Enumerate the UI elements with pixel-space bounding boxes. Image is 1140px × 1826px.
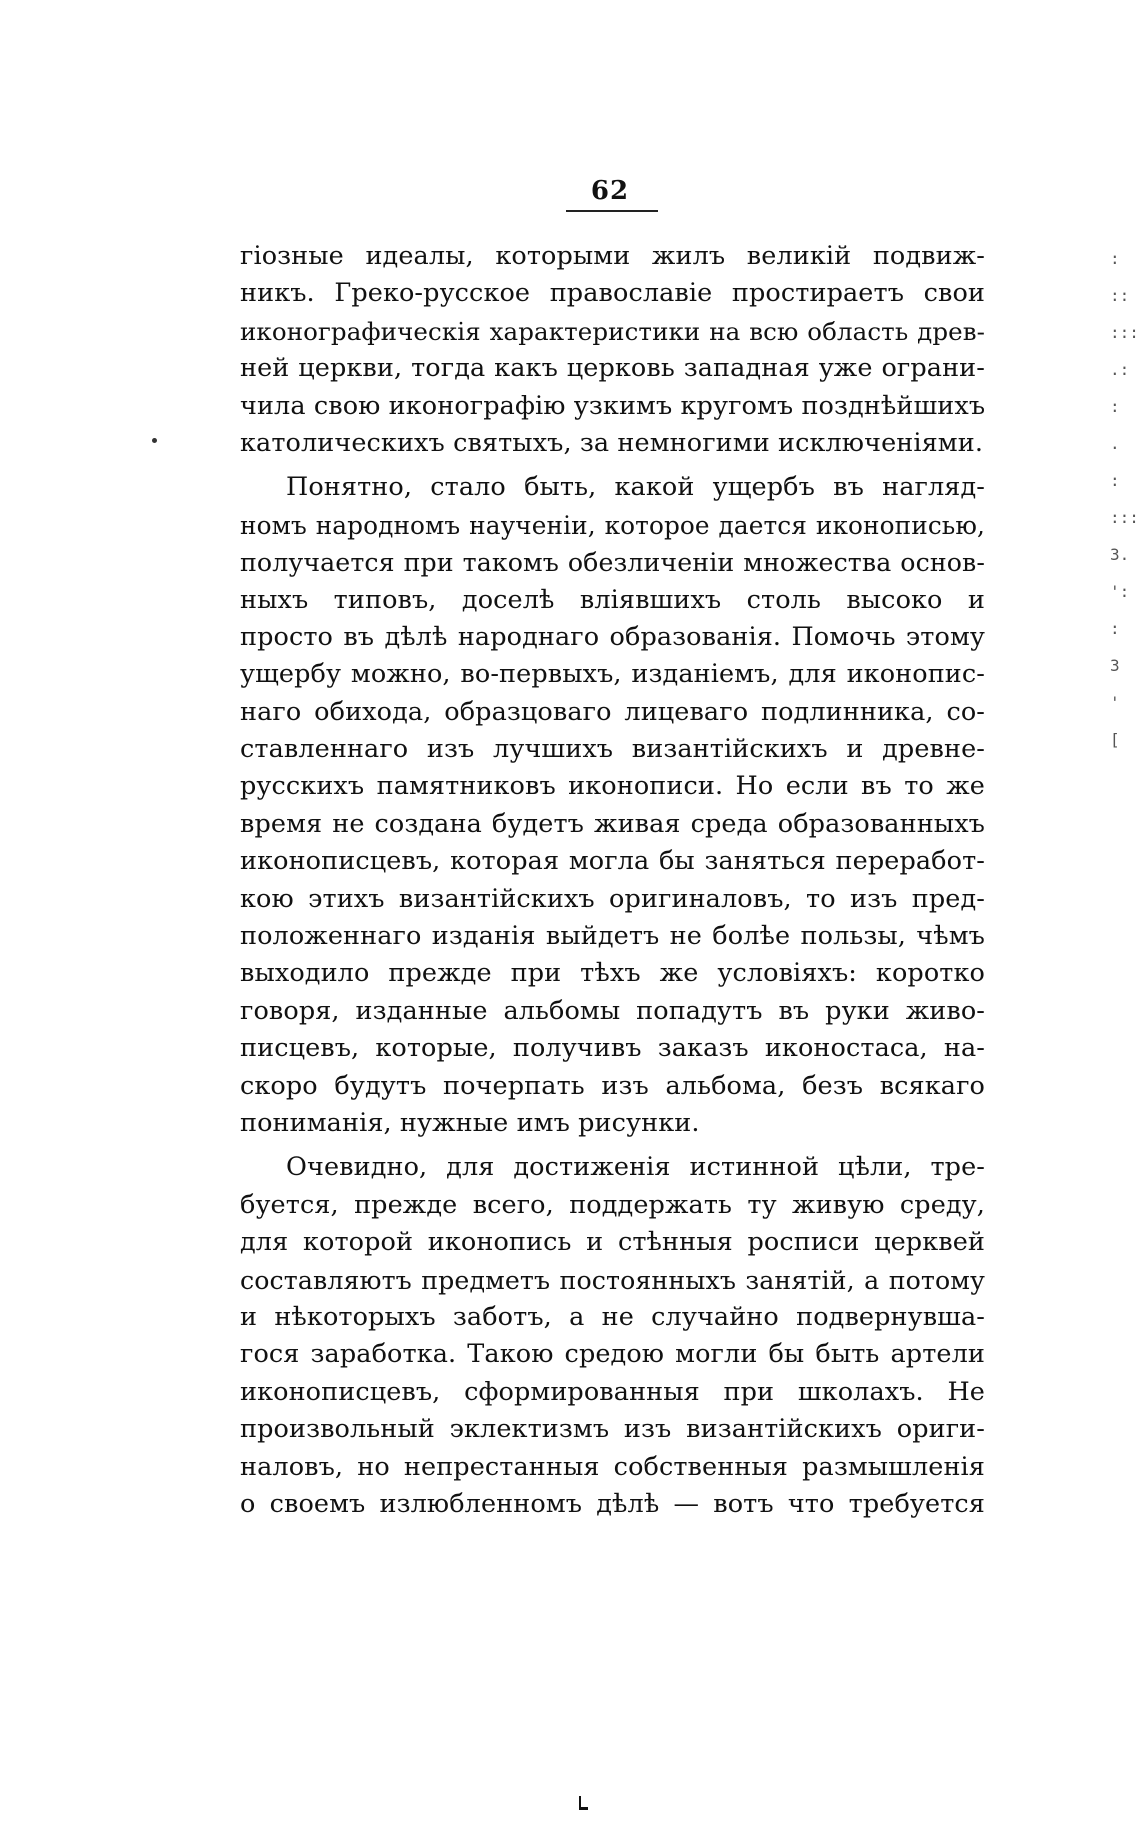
printer-mark-icon bbox=[576, 1795, 590, 1811]
stray-ink-dot bbox=[152, 438, 157, 443]
bleed-mark: ' bbox=[1110, 693, 1120, 712]
text-line: составляютъ предметъ постоянныхъ занятій, а потому bbox=[240, 1265, 985, 1295]
text-line: Понятно, стало быть, какой ущербъ въ нагляд- bbox=[286, 472, 985, 503]
text-line: чила свою иконографію узкимъ кругомъ позднѣйшихъ bbox=[240, 390, 986, 421]
bleed-mark: :: bbox=[1110, 286, 1130, 305]
text-line: говоря, изданные альбомы попадутъ въ руки живо- bbox=[240, 995, 985, 1026]
text-line: католическихъ святыхъ, за немногими исключеніями. bbox=[240, 427, 984, 458]
text-line: писцевъ, которые, получивъ заказъ иконостаса, на- bbox=[240, 1033, 985, 1064]
paragraph-1 bbox=[240, 238, 985, 462]
bleed-mark: 3 bbox=[1110, 656, 1120, 675]
text-line: положеннаго изданія выйдетъ не болѣе пользы, чѣмъ bbox=[240, 921, 985, 952]
page-number-rule bbox=[566, 210, 658, 212]
bleed-mark: : bbox=[1110, 619, 1120, 638]
bleed-mark: : bbox=[1110, 249, 1120, 268]
text-line: иконописцевъ, которая могла бы заняться переработ- bbox=[240, 846, 985, 877]
text-line: ныхъ типовъ, доселѣ вліявшихъ столь высоко и bbox=[240, 584, 985, 615]
text-line: ущербу можно, во-первыхъ, изданіемъ, для иконопис- bbox=[240, 659, 985, 690]
text-line: кою этихъ византійскихъ оригиналовъ, то изъ пред- bbox=[240, 883, 985, 914]
bleed-mark: ': bbox=[1110, 582, 1130, 601]
text-line: пониманія, нужные имъ рисунки. bbox=[240, 1107, 700, 1138]
bleed-mark: . bbox=[1110, 434, 1120, 453]
text-line: о своемъ излюбленномъ дѣлѣ — вотъ что требуется bbox=[240, 1488, 985, 1519]
text-line: никъ. Греко-русское православіе простираетъ свои bbox=[240, 278, 985, 309]
bleed-mark: 3. bbox=[1110, 545, 1130, 564]
text-line: наловъ, но непрестанныя собственныя размышленія bbox=[240, 1451, 985, 1482]
bleed-mark: : bbox=[1110, 471, 1120, 490]
text-line: буется, прежде всего, поддержать ту живую среду, bbox=[240, 1189, 985, 1220]
text-line: иконографическія характеристики на всю область древ- bbox=[240, 316, 985, 346]
bleed-mark: .: bbox=[1110, 360, 1130, 379]
text-line: наго обихода, образцоваго лицеваго подлинника, со- bbox=[240, 696, 985, 727]
text-line: русскихъ памятниковъ иконописи. Но если въ то же bbox=[240, 771, 985, 802]
bleed-mark: ::: bbox=[1110, 508, 1139, 527]
bleed-mark: ::: bbox=[1110, 323, 1139, 342]
text-line: для которой иконопись и стѣнныя росписи церквей bbox=[240, 1227, 985, 1258]
bleed-mark: [ bbox=[1110, 730, 1120, 749]
text-line: время не создана будетъ живая среда образованныхъ bbox=[240, 808, 985, 839]
page-number: 62 bbox=[590, 176, 630, 206]
text-line: просто въ дѣлѣ народнаго образованія. Помочь этому bbox=[240, 621, 985, 652]
text-line: скоро будутъ почерпать изъ альбома, безъ всякаго bbox=[240, 1070, 985, 1101]
text-line: номъ народномъ наученіи, которое дается иконописью, bbox=[240, 510, 985, 540]
text-line: и нѣкоторыхъ заботъ, а не случайно подвернувша- bbox=[240, 1301, 985, 1332]
text-line: ней церкви, тогда какъ церковь западная уже ограни- bbox=[240, 353, 985, 384]
text-line: ставленнаго изъ лучшихъ византійскихъ и древне- bbox=[240, 734, 985, 765]
text-line: Очевидно, для достиженія истинной цѣли, тре- bbox=[286, 1152, 985, 1183]
text-line: получается при такомъ обезличеніи множества основ- bbox=[240, 548, 985, 578]
page-bleed-through bbox=[1110, 240, 1138, 840]
paragraph-2 bbox=[240, 469, 985, 1142]
body-text bbox=[240, 238, 985, 1523]
text-line: произвольный эклектизмъ изъ византійскихъ ориги- bbox=[240, 1414, 985, 1445]
text-line: гіозные идеалы, которыми жилъ великій подвиж- bbox=[240, 241, 985, 271]
paragraph-3 bbox=[240, 1149, 985, 1523]
bleed-mark: : bbox=[1110, 397, 1120, 416]
text-line: выходило прежде при тѣхъ же условіяхъ: коротко bbox=[240, 958, 985, 989]
text-line: иконописцевъ, сформированныя при школахъ. Не bbox=[240, 1376, 985, 1407]
text-line: гося заработка. Такою средою могли бы быть артели bbox=[240, 1339, 985, 1370]
